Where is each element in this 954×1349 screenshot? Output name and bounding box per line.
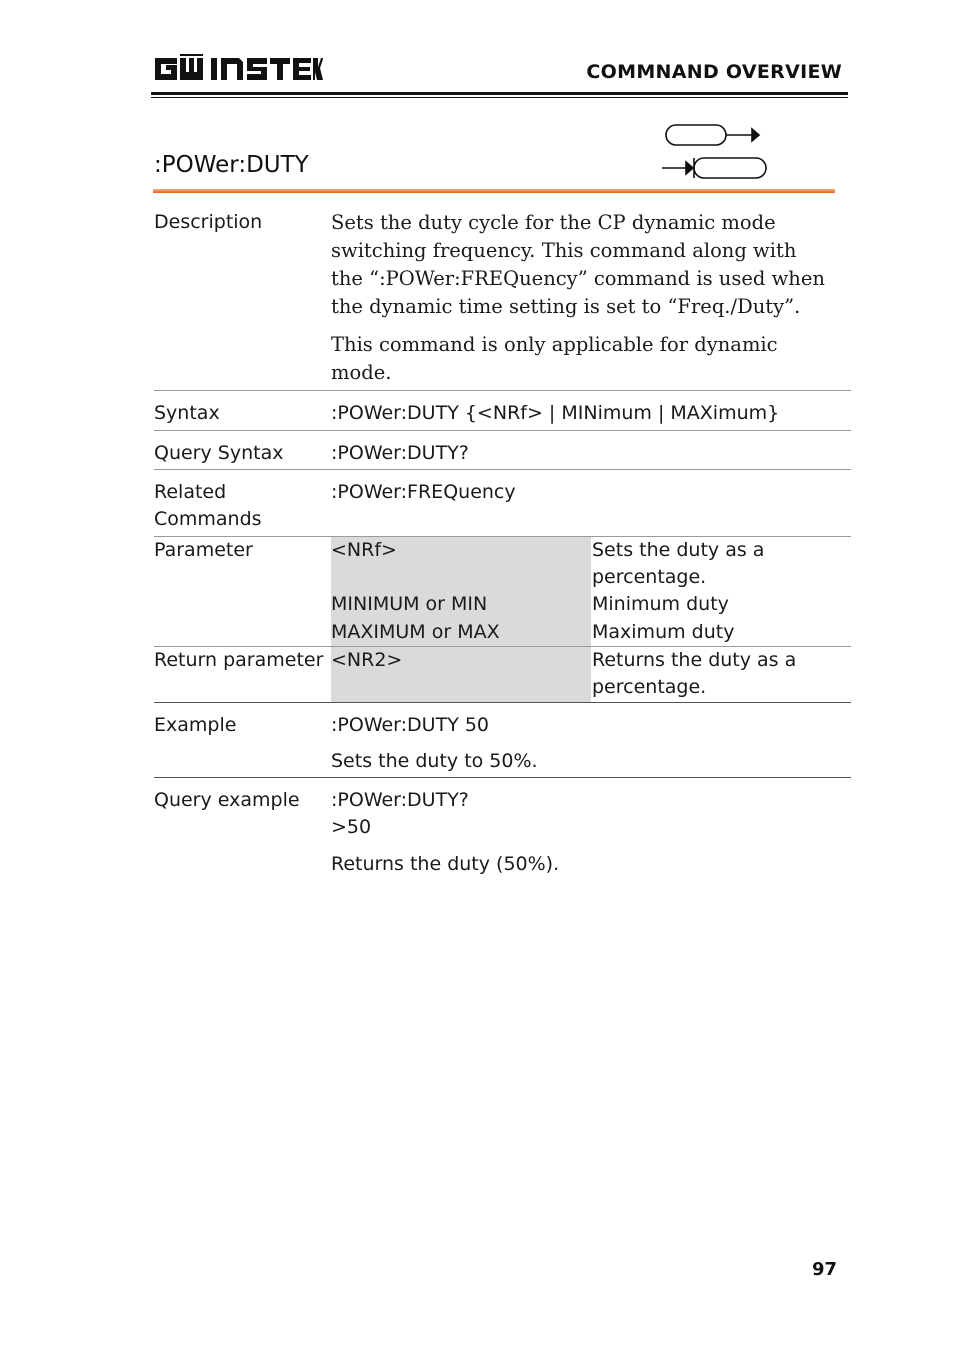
row-divider: [154, 777, 851, 778]
gw-instek-logo: [153, 54, 323, 84]
query-syntax-row: [154, 440, 851, 468]
related-label-line: Related: [154, 481, 227, 503]
command-type-icons: [660, 122, 770, 182]
parameter-desc: Sets the duty as a: [592, 539, 765, 561]
parameter-label: Parameter: [154, 539, 253, 561]
return-parameter-desc: Returns the duty as a: [592, 649, 797, 671]
description-note-line: This command is only applicable for dynamic: [331, 333, 778, 356]
syntax-row: [154, 400, 851, 428]
query-example-note: Returns the duty (50%).: [331, 853, 560, 875]
header-rule-thin: [151, 97, 848, 98]
description-line: the dynamic time setting is set to “Freq./Duty”.: [331, 295, 801, 318]
parameter-name: <NRf>: [331, 539, 397, 561]
description-line: switching frequency. This command along with: [331, 239, 797, 262]
description-label: Description: [154, 211, 263, 233]
return-parameter-label: Return parameter: [154, 649, 324, 671]
parameter-name: MINIMUM or MIN: [331, 593, 488, 615]
title-underline: [153, 189, 835, 193]
parameter-desc: Minimum duty: [592, 593, 729, 615]
row-divider: [154, 390, 851, 391]
query-command-icon: [662, 158, 766, 178]
query-example-line: :POWer:DUTY?: [331, 789, 469, 811]
query-example-line: >50: [331, 816, 372, 838]
query-example-row: [154, 787, 851, 887]
parameter-desc: Maximum duty: [592, 621, 735, 643]
description-note-line: mode.: [331, 361, 392, 384]
section-title: COMMNAND OVERVIEW: [586, 61, 842, 83]
related-commands-row: [154, 479, 851, 535]
row-divider: [154, 702, 851, 703]
example-label: Example: [154, 714, 237, 736]
syntax-label: Syntax: [154, 402, 220, 424]
row-divider: [154, 469, 851, 470]
related-commands-value: :POWer:FREQuency: [331, 481, 516, 503]
parameter-desc: percentage.: [592, 566, 707, 588]
parameter-name: MAXIMUM or MAX: [331, 621, 500, 643]
return-parameter-desc: percentage.: [592, 676, 707, 698]
description-line: Sets the duty cycle for the CP dynamic mode: [331, 211, 776, 234]
example-row: [154, 712, 851, 776]
page-number: 97: [812, 1259, 838, 1280]
header-rule: [151, 92, 848, 95]
query-syntax-value: :POWer:DUTY?: [331, 442, 469, 464]
example-note: Sets the duty to 50%.: [331, 750, 538, 772]
related-label-line: Commands: [154, 508, 262, 530]
command-title: :POWer:DUTY: [154, 152, 309, 178]
return-parameter-row: [154, 647, 851, 702]
query-example-label: Query example: [154, 789, 300, 811]
row-divider: [154, 430, 851, 431]
example-command: :POWer:DUTY 50: [331, 714, 490, 736]
parameter-row: [154, 537, 851, 646]
query-syntax-label: Query Syntax: [154, 442, 284, 464]
syntax-value: :POWer:DUTY {<NRf> | MINimum | MAXimum}: [331, 402, 780, 424]
description-row: [154, 208, 851, 388]
set-command-icon: [666, 125, 759, 145]
description-line: the “:POWer:FREQuency” command is used when: [331, 267, 825, 290]
return-parameter-name: <NR2>: [331, 649, 403, 671]
